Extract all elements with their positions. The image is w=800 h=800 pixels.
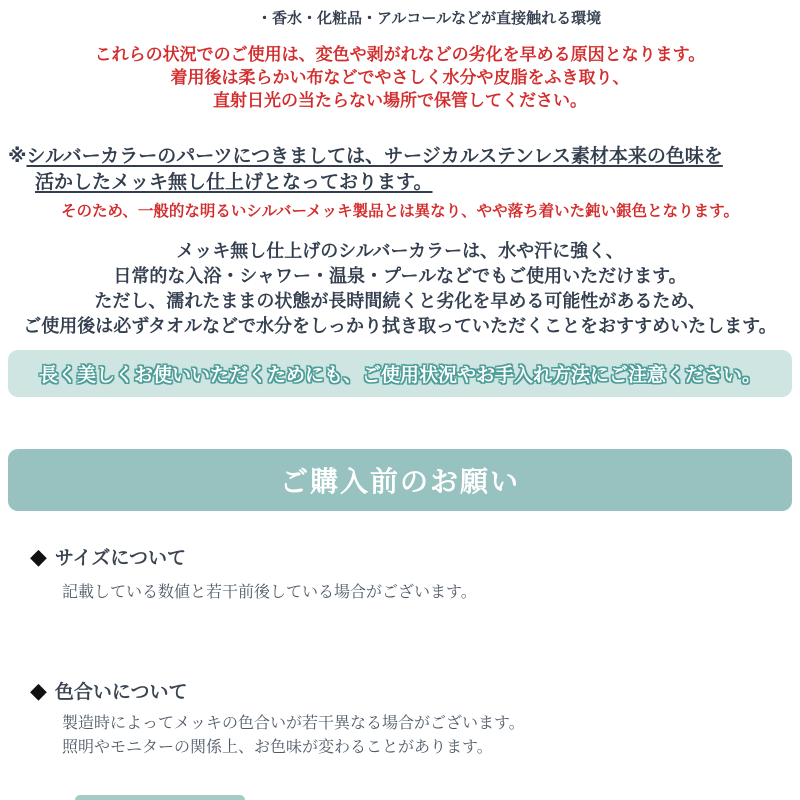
size-section-line: 記載している数値と若干前後している場合がございます。	[62, 584, 477, 601]
purchase-notice-banner	[8, 449, 792, 511]
color-section-body	[62, 712, 525, 760]
silver-note-line	[8, 170, 792, 196]
silver-note-line	[8, 144, 792, 170]
note-marker: ※	[8, 146, 27, 167]
purchase-notice-title: ご購入前のお願い	[279, 466, 520, 497]
care-advice-banner	[8, 350, 792, 397]
silver-note-red-caption: そのため、一般的な明るいシルバーメッキ製品とは異なり、やや落ち着いた鈍い銀色となります。	[61, 203, 739, 220]
silver-detail-block	[0, 239, 800, 339]
size-section-body	[62, 581, 477, 605]
color-section-heading	[30, 677, 188, 704]
silver-note-text: シルバーカラーのパーツにつきましては、サージカルステンレス素材本来の色味を	[26, 146, 723, 167]
warning-line: 着用後は柔らかい布などでやさしく水分や皮脂をふき取り、	[170, 68, 630, 87]
size-section-heading-label: サイズについて	[54, 548, 187, 569]
detail-line: 日常的な入浴・シャワー・温泉・プールなどでもご使用いただけます。	[113, 266, 687, 286]
diamond-icon: ◆	[30, 677, 47, 703]
color-section-heading-label: 色合いについて	[54, 682, 188, 703]
next-section-banner-fragment	[75, 795, 245, 800]
silver-color-note	[8, 144, 792, 196]
warning-line: 直射日光の当たらない場所で保管してください。	[213, 91, 587, 110]
detail-line: ご使用後は必ずタオルなどで水分をしっかり拭き取っていただくことをおすすめいたします。	[23, 316, 777, 336]
diamond-icon: ◆	[30, 543, 47, 569]
detail-line: ただし、濡れたままの状態が長時間続くと劣化を早める可能性があるため、	[94, 291, 706, 311]
care-advice-banner-text: 長く美しくお使いいただくためにも、ご使用状況やお手入れ方法にご注意ください。	[38, 365, 761, 386]
usage-warning-block	[0, 43, 800, 112]
environment-list-item: ・香水・化粧品・アルコールなどが直接触れる環境	[257, 10, 602, 27]
color-section-line: 製造時によってメッキの色合いが若干異なる場合がございます。	[62, 715, 525, 732]
color-section-line: 照明やモニターの関係上、お色味が変わることがあります。	[62, 739, 493, 756]
size-section-heading	[30, 543, 186, 570]
detail-line: メッキ無し仕上げのシルバーカラーは、水や汗に強く、	[176, 241, 624, 261]
warning-line: これらの状況でのご使用は、変色や剥がれなどの劣化を早める原因となります。	[94, 45, 706, 64]
silver-note-text: 活かしたメッキ無し仕上げとなっております。	[35, 172, 433, 193]
